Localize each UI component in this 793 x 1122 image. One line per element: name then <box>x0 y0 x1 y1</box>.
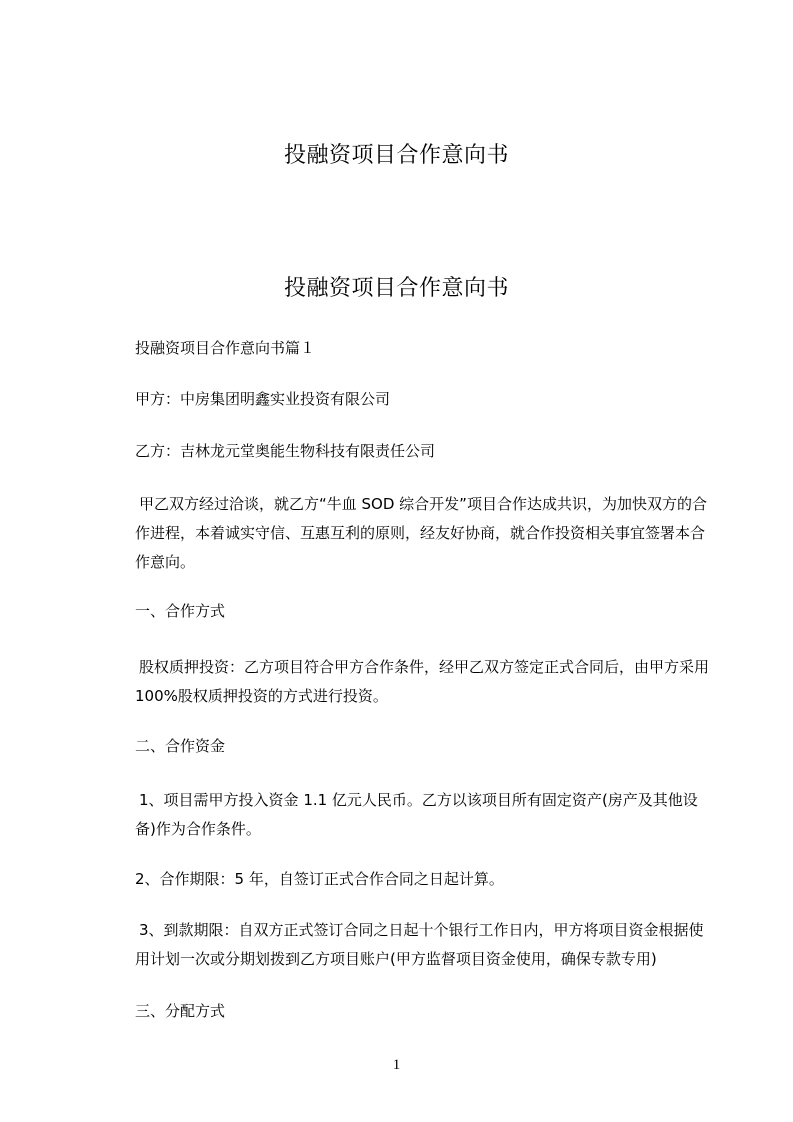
clause-2-item-2: 2、合作期限：5 年，自签订正式合作合同之日起计算。 <box>135 870 504 888</box>
cover-title: 投融资项目合作意向书 <box>283 143 509 168</box>
party-a: 甲方：中房集团明鑫实业投资有限公司 <box>135 390 391 408</box>
document-title: 投融资项目合作意向书 <box>283 276 509 301</box>
clause-2-item-1: 1、项目需甲方投入资金 1.1 亿元人民币。乙方以该项目所有固定资产(房产及其他设备)作为合作条件。 <box>135 791 698 838</box>
clause-1-heading: 一、合作方式 <box>135 602 226 620</box>
page-number: 1 <box>392 1057 401 1073</box>
clause-1-text: 股权质押投资：乙方项目符合甲方合作条件，经甲乙双方签定正式合同后，由甲方采用 100%股权质押投资的方式进行投资。 <box>135 658 710 705</box>
clause-2-item-3: 3、到款期限：自双方正式签订合同之日起十个银行工作日内，甲方将项目资金根据使用计划一次或分期划拨到乙方项目账户(甲方监督项目资金使用，确保专款专用) <box>135 921 704 968</box>
section-heading: 投融资项目合作意向书篇１ <box>135 339 316 357</box>
clause-2-heading: 二、合作资金 <box>135 737 226 755</box>
clause-3-heading: 三、分配方式 <box>135 1002 226 1020</box>
party-b: 乙方：吉林龙元堂奥能生物科技有限责任公司 <box>135 442 436 460</box>
intro-paragraph: 甲乙双方经过洽谈，就乙方“牛血 SOD 综合开发”项目合作达成共识，为加快双方的合作进程，本着诚实守信、互惠互利的原则，经友好协商，就合作投资相关事宜签署本合作意向。 <box>135 495 707 571</box>
